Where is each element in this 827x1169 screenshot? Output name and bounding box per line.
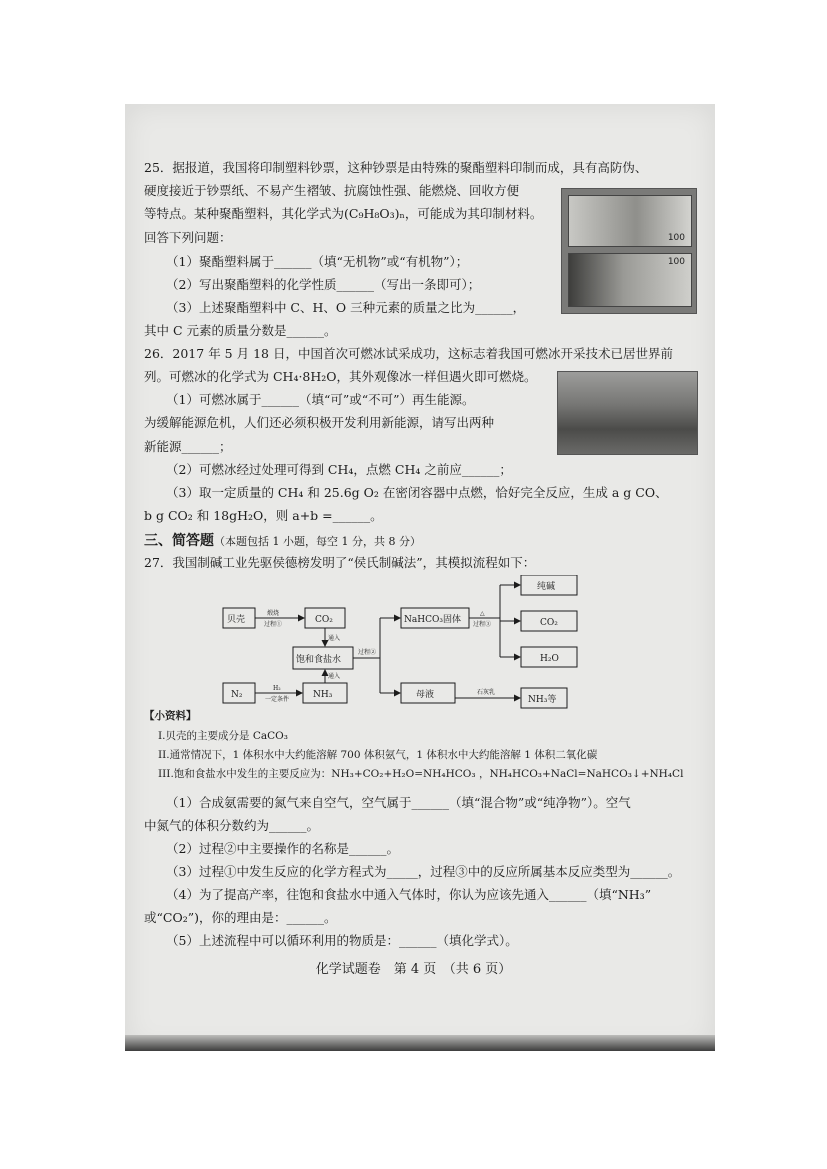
q26-sub-3b: b g CO₂ 和 18gH₂O，则 a+b =______。 bbox=[144, 508, 383, 523]
info-title: 【小资料】 bbox=[144, 710, 197, 722]
q26-sub-2: （2）可燃冰经过处理可得到 CH₄，点燃 CH₄ 之前应______； bbox=[166, 462, 512, 477]
q27-sub-5: （5）上述流程中可以循环利用的物质是：______（填化学式）。 bbox=[166, 933, 518, 948]
q27-sub-1: （1）合成氨需要的氮气来自空气，空气属于______（填“混合物”或“纯净物”）。空气 bbox=[166, 795, 631, 810]
label-calcine: 煅烧 bbox=[267, 610, 280, 617]
label-heat: △ bbox=[480, 610, 485, 617]
q25-line-1: 25．据报道，我国将印制塑料钞票，这种钞票是由特殊的聚酯塑料印制而成，具有高防伪、 bbox=[144, 160, 648, 175]
q26-sub-3: （3）取一定质量的 CH₄ 和 25.6g O₂ 在密闭容器中点燃，恰好完全反应，生成 a g CO、 bbox=[166, 485, 668, 500]
label-process-1: 过程① bbox=[264, 621, 283, 628]
label-h2: H₂ bbox=[273, 685, 281, 692]
label-shell: 贝壳 bbox=[227, 615, 246, 625]
info-1: I.贝壳的主要成分是 CaCO₃ bbox=[158, 730, 288, 742]
label-mother-liquor: 母液 bbox=[416, 690, 435, 700]
banknote-value-bottom: 100 bbox=[667, 257, 685, 267]
q25-sub-1: （1）聚酯塑料属于______（填“无机物”或“有机物”）； bbox=[166, 254, 469, 269]
banknote-value-top: 100 bbox=[667, 233, 685, 243]
combustible-ice-photo bbox=[557, 371, 698, 455]
q27-sub-1b: 中氮气的体积分数约为______。 bbox=[144, 818, 320, 833]
page-footer: 化学试题卷 第 4 页 （共 6 页） bbox=[315, 962, 512, 977]
q26-sub-1b: 为缓解能源危机，人们还必须积极开发利用新能源，请写出两种 bbox=[144, 415, 495, 430]
label-co2: CO₂ bbox=[315, 615, 333, 625]
label-process-2: 过程② bbox=[358, 649, 377, 656]
label-nh3: NH₃ bbox=[313, 690, 333, 700]
q26-sub-1: （1）可燃冰属于______（填“可”或“不可”）再生能源。 bbox=[166, 392, 475, 407]
q25-sub-3: （3）上述聚酯塑料中 C、H、O 三种元素的质量之比为______， bbox=[166, 300, 526, 315]
label-condition: 一定条件 bbox=[265, 696, 290, 703]
q27-sub-3: （3）过程①中发生反应的化学方程式为_____，过程③中的反应所属基本反应类型为______。 bbox=[166, 864, 681, 879]
q26-line-1: 26．2017 年 5 月 18 日，中国首次可燃冰试采成功，这标志着我国可燃冰开采技术已居世界前 bbox=[144, 346, 673, 361]
label-brine: 饱和食盐水 bbox=[296, 655, 342, 665]
label-nahco3: NaHCO₃固体 bbox=[404, 615, 461, 625]
q25-sub-2: （2）写出聚酯塑料的化学性质______（写出一条即可）； bbox=[166, 277, 481, 292]
label-soda: 纯碱 bbox=[537, 582, 556, 592]
label-nh3-etc: NH₃等 bbox=[528, 695, 557, 705]
q27-sub-2: （2）过程②中主要操作的名称是______。 bbox=[166, 841, 399, 856]
q26-sub-1c: 新能源______； bbox=[144, 439, 232, 454]
q25-line-4: 回答下列问题： bbox=[144, 230, 232, 245]
label-process-3: 过程③ bbox=[473, 621, 492, 628]
q25-line-2: 硬度接近于钞票纸、不易产生褶皱、抗腐蚀性强、能燃烧、回收方便 bbox=[144, 183, 520, 198]
q27-sub-4b: 或“CO₂”)，你的理由是：______。 bbox=[144, 910, 337, 925]
scan-edge-shadow bbox=[125, 1035, 715, 1051]
section-3-heading bbox=[144, 530, 692, 554]
q27-line-1: 27．我国制碱工业先驱侯德榜发明了“侯氏制碱法”，其模拟流程如下： bbox=[144, 555, 536, 570]
info-3: III.饱和食盐水中发生的主要反应为：NH₃+CO₂+H₂O=NH₄HCO₃ ，NH₄HCO₃+NaCl=NaHCO₃↓+NH₄Cl bbox=[158, 768, 684, 780]
hou-process-flow-diagram bbox=[215, 575, 630, 715]
q27-sub-4: （4）为了提高产率，往饱和食盐水中通入气体时，你认为应该先通入______（填“NH₃” bbox=[166, 887, 652, 902]
q26-line-2: 列。可燃冰的化学式为 CH₄·8H₂O，其外观像冰一样但遇火即可燃烧。 bbox=[144, 369, 537, 384]
q25-sub-3b: 其中 C 元素的质量分数是______。 bbox=[144, 323, 337, 338]
label-n2: N₂ bbox=[231, 690, 243, 700]
banknote-photo bbox=[561, 188, 697, 314]
banknote-front bbox=[568, 195, 692, 247]
label-pass-in-1: 通入 bbox=[328, 635, 341, 642]
label-co2-product: CO₂ bbox=[540, 618, 558, 628]
label-lime-milk: 石灰乳 bbox=[477, 689, 496, 696]
info-2: II.通常情况下，1 体积水中大约能溶解 700 体积氨气，1 体积水中大约能溶解 1 体积二氧化碳 bbox=[158, 749, 598, 761]
label-pass-in-2: 通入 bbox=[328, 673, 341, 680]
section-3-note: （本题包括 1 小题，每空 1 分，共 8 分） bbox=[214, 535, 421, 548]
section-3-title: 三、简答题 bbox=[144, 533, 214, 549]
q25-line-3: 等特点。某种聚酯塑料，其化学式为(C₉H₈O₃)ₙ，可能成为其印制材料。 bbox=[144, 206, 543, 221]
label-h2o: H₂O bbox=[540, 654, 559, 664]
banknote-back bbox=[568, 253, 692, 307]
